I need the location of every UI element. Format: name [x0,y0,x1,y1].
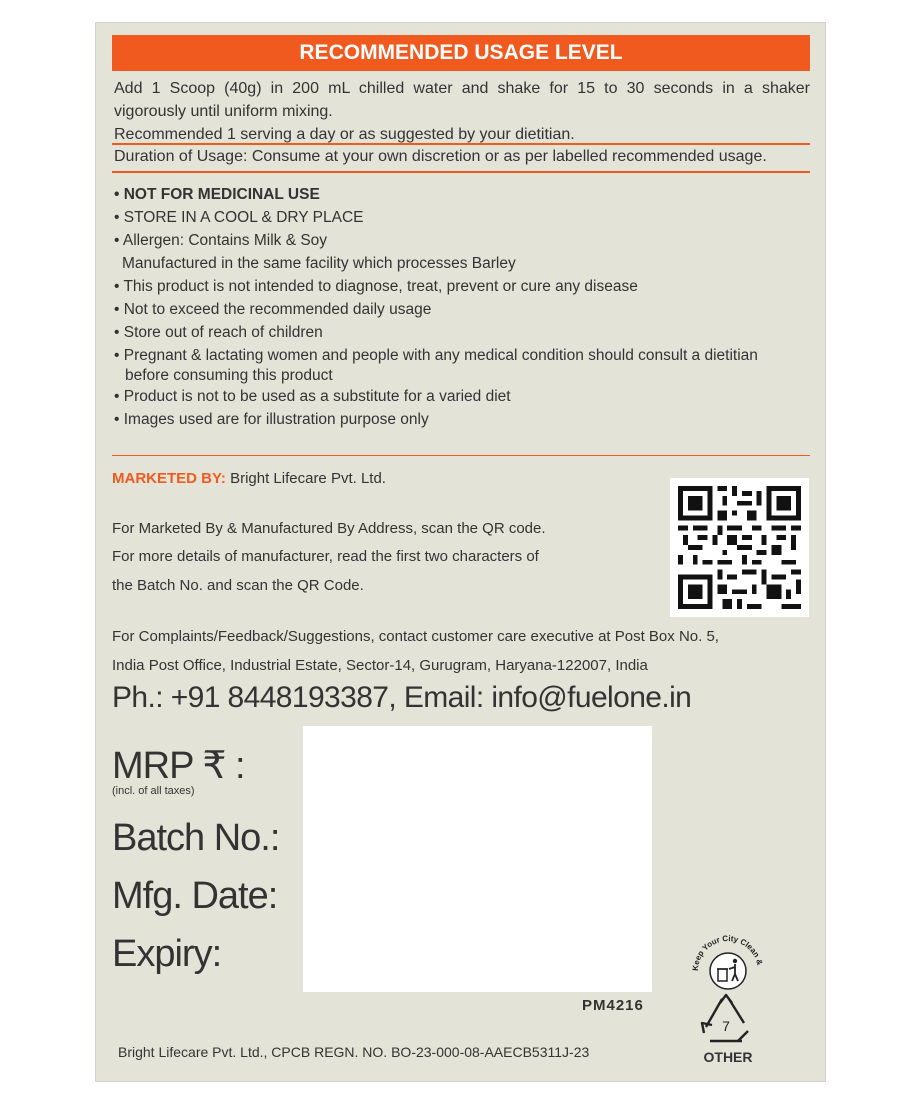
divider [112,171,810,173]
usage-header: RECOMMENDED USAGE LEVEL [112,35,810,71]
warning-item: Manufactured in the same facility which processes Barley [122,255,516,272]
qr-code-icon[interactable] [670,478,809,617]
warning-item: • STORE IN A COOL & DRY PLACE [114,209,364,226]
recycle-number: 7 [722,1018,730,1034]
divider [112,143,810,145]
warning-item: • Images used are for illustration purpose only [114,411,429,428]
expiry-label: Expiry: [112,933,222,975]
usage-line-1: Add 1 Scoop (40g) in 200 mL chilled water and shake for 15 to 30 seconds in a shaker [114,80,810,97]
mrp-label: MRP ₹ : [112,745,245,787]
recycle-triangle-icon [698,993,754,1054]
warning-item: • This product is not intended to diagnose, treat, prevent or cure any disease [114,278,638,295]
marketed-by [112,470,386,487]
recycle-label: OTHER [703,1049,753,1065]
print-area-box [303,726,652,992]
warning-item: • Store out of reach of children [114,324,323,341]
warning-item: • Not to exceed the recommended daily usage [114,301,432,318]
mfg-date-label: Mfg. Date: [112,875,278,917]
pm-code: PM4216 [582,997,644,1014]
usage-line-2: vigorously until uniform mixing. [114,103,333,120]
usage-instructions [114,77,810,146]
regn-line: Bright Lifecare Pvt. Ltd., CPCB REGN. NO. BO-23-000-08-AAECB5311J-23 [118,1044,590,1060]
contact-line: Ph.: +91 8448193387, Email: info@fuelone.in [112,681,692,714]
label-panel [95,22,826,1082]
clean-city-text: Keep Your City Clean & [690,933,765,972]
complaints-line: For Complaints/Feedback/Suggestions, contact customer care executive at Post Box No. 5, [112,628,719,645]
warning-item: • Pregnant & lactating women and people with any medical condition should consult a dietitian [114,347,758,364]
address-info-line: For Marketed By & Manufactured By Address, scan the QR code. [112,520,546,537]
usage-line-3: Recommended 1 serving a day or as suggested by your dietitian. [114,126,575,143]
warning-item: • Product is not to be used as a substitute for a varied diet [114,388,511,405]
mrp-note: (incl. of all taxes) [112,785,195,797]
marketed-by-label: MARKETED BY: [112,470,226,487]
duration-of-usage: Duration of Usage: Consume at your own discretion or as per labelled recommended usage. [114,148,767,165]
marketed-by-value: Bright Lifecare Pvt. Ltd. [230,470,386,487]
complaints-line: India Post Office, Industrial Estate, Sector-14, Gurugram, Haryana-122007, India [112,657,648,674]
batch-label: Batch No.: [112,817,280,859]
warning-item: before consuming this product [125,367,333,384]
address-info-line: For more details of manufacturer, read the first two characters of [112,548,539,565]
address-info-line: the Batch No. and scan the QR Code. [112,577,364,594]
warning-item: • Allergen: Contains Milk & Soy [114,232,328,249]
warning-item: • NOT FOR MEDICINAL USE [114,186,320,203]
divider [112,455,810,456]
